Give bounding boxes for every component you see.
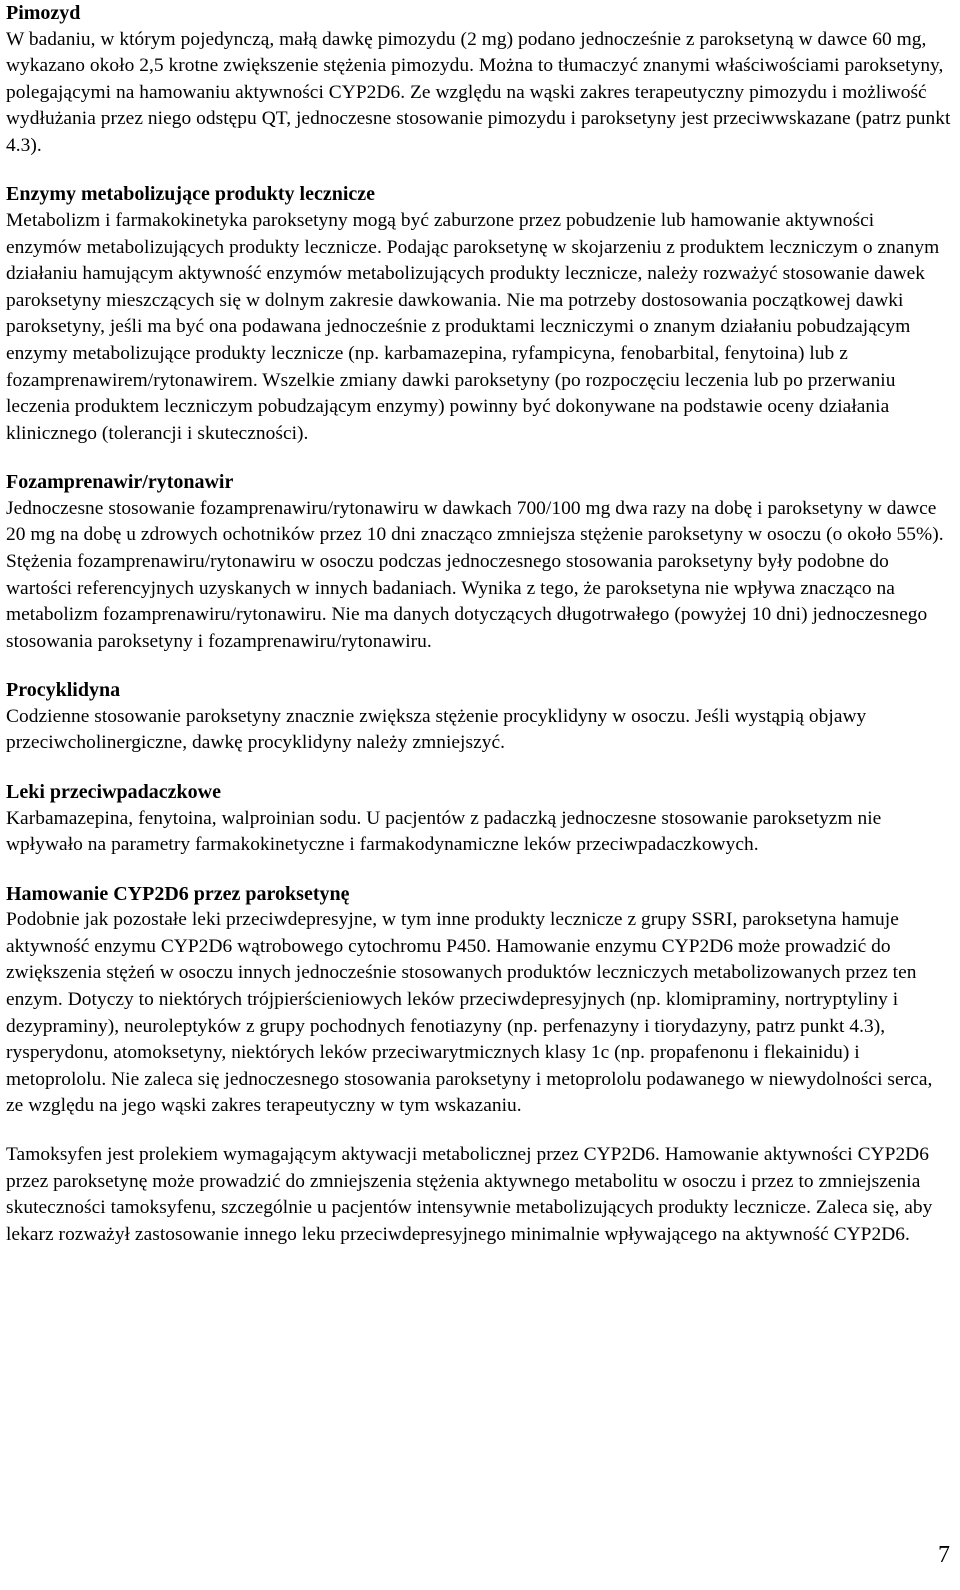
section-heading: Procyklidyna [6, 679, 121, 702]
section-paragraph: Jednoczesne stosowanie fozamprenawiru/rytonawiru w dawkach 700/100 mg dwa razy na dobę i paroksetyny w dawce 20 mg na dobę u zdrowych ochotników przez 10 dni znacząco zmniejsza stężenie paroksetyny w osoczu (o około 55%). Stężenia fozamprenawiru/rytonawiru w osoczu podczas jednoczesnego stosowania paroksetyny były podobne do wartości referencyjnych uzyskanych w innych badaniach. Wynika z tego, że paroksetyna nie wpływa znacząco na metabolizm fozamprenawiru/rytonawiru. Nie ma danych dotyczących długotrwałego (powyżej 10 dni) jednoczesnego stosowania paroksetyny i fozamprenawiru/rytonawiru. [6, 497, 944, 652]
document-page [6, 0, 952, 1270]
section-pimozyd [6, 0, 952, 159]
section-leki-przeciwpadaczkowe [6, 779, 952, 859]
section-enzymy [6, 181, 952, 447]
section-paragraph: Metabolizm i farmakokinetyka paroksetyny mogą być zaburzone przez pobudzenie lub hamowanie aktywności enzymów metabolizujących produkty lecznicze. Podając paroksetynę w skojarzeniu z produktem leczniczym o znanym działaniu hamującym aktywność enzymów metabolizujących produkty lecznicze, należy rozważyć stosowanie dawek paroksetyny mieszczących się w dolnym zakresie dawkowania. Nie ma potrzeby dostosowania początkowej dawki paroksetyny, jeśli ma być ona podawana jednocześnie z produktami leczniczymi o znanym działaniu pobudzającym enzymy metabolizujące produkty lecznicze (np. karbamazepina, ryfampicyna, fenobarbital, fenytoina) lub z fozamprenawirem/rytonawirem. Wszelkie zmiany dawki paroksetyny (po rozpoczęciu leczenia lub po przerwaniu leczenia produktem leczniczym pobudzającym enzymy) powinny być dokonywane na podstawie oceny działania klinicznego (tolerancji i skuteczności). [6, 209, 940, 444]
section-hamowanie-cyp2d6 [6, 881, 952, 1120]
page-number: 7 [938, 1542, 950, 1568]
section-paragraph: Podobnie jak pozostałe leki przeciwdepresyjne, w tym inne produkty lecznicze z grupy SSRI, paroksetyna hamuje aktywność enzymu CYP2D6 wątrobowego cytochromu P450. Hamowanie enzymu CYP2D6 może prowadzić do zwiększenia stężeń w osoczu innych jednocześnie stosowanych produktów leczniczych metabolizowanych przez ten enzym. Dotyczy to niektórych trójpierścieniowych leków przeciwdepresyjnych (np. klomipraminy, nortryptyliny i dezypraminy), neuroleptyków z grupy pochodnych fenotiazyny (np. perfenazyny i tiorydazyny, patrz punkt 4.3), rysperydonu, atomoksetyny, niektórych leków przeciwarytmicznych klasy 1c (np. propafenonu i flekainidu) i metoprololu. Nie zaleca się jednoczesnego stosowania paroksetyny i metoprololu podawanego w niewydolności serca, ze względu na jego wąski zakres terapeutyczny w tym wskazaniu. [6, 909, 933, 1117]
section-heading: Hamowanie CYP2D6 przez paroksetynę [6, 882, 350, 905]
section-paragraph: Tamoksyfen jest prolekiem wymagającym aktywacji metabolicznej przez CYP2D6. Hamowanie aktywności CYP2D6 przez paroksetynę może prowadzić do zmniejszenia stężenia aktywnego metabolitu w osoczu i przez to zmniejszenia skuteczności tamoksyfenu, szczególnie u pacjentów intensywnie metabolizujących produkty lecznicze. Zaleca się, aby lekarz rozważył zastosowanie innego leku przeciwdepresyjnego minimalnie wpływającego na aktywność CYP2D6. [6, 1144, 933, 1245]
section-heading: Pimozyd [6, 2, 81, 24]
section-procyklidyna [6, 677, 952, 757]
section-heading: Enzymy metabolizujące produkty lecznicze [6, 183, 376, 206]
section-tamoksyfen [6, 1142, 952, 1248]
section-heading: Fozamprenawir/rytonawir [6, 471, 234, 494]
section-paragraph: W badaniu, w którym pojedynczą, małą dawkę pimozydu (2 mg) podano jednocześnie z paroksetyną w dawce 60 mg, wykazano około 2,5 krotne zwiększenie stężenia pimozydu. Można to tłumaczyć znanymi właściwościami paroksetyny, polegającymi na hamowaniu aktywności CYP2D6. Ze względu na wąski zakres terapeutyczny pimozydu i możliwość wydłużania przez niego odstępu QT, jednoczesne stosowanie pimozydu i paroksetyny jest przeciwwskazane (patrz punkt 4.3). [6, 28, 951, 156]
section-paragraph: Codzienne stosowanie paroksetyny znacznie zwiększa stężenie procyklidyny w osoczu. Jeśli wystąpią objawy przeciwcholinergiczne, dawkę procyklidyny należy zmniejszyć. [6, 705, 867, 754]
section-fozamprenawir [6, 469, 952, 655]
section-heading: Leki przeciwpadaczkowe [6, 781, 221, 804]
section-paragraph: Karbamazepina, fenytoina, walproinian sodu. U pacjentów z padaczką jednoczesne stosowanie paroksetyzm nie wpływało na parametry farmakokinetyczne i farmakodynamiczne leków przeciwpadaczkowych. [6, 807, 882, 856]
